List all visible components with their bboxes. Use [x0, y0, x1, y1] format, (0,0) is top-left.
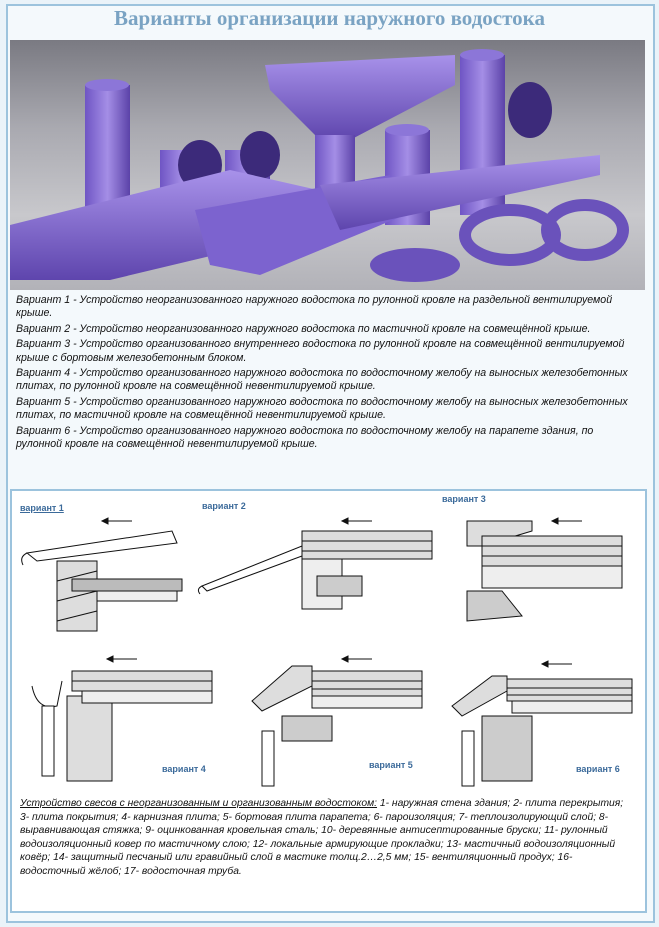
variant-2-drawing: [198, 518, 432, 609]
gutter-parts-illustration: [10, 40, 645, 290]
pipe-branch: [508, 82, 552, 138]
variant-descriptions: [16, 294, 638, 453]
variant-1-drawing: [22, 518, 182, 631]
variant-3-text: Вариант 3 - Устройство организованного внутреннего водостока по рулонной кровле на совмещённой вентилируемой крыше с бортовым железобетонным блоком.: [16, 338, 625, 364]
gutter-parts-photo: [10, 40, 645, 290]
variant-3-drawing: [467, 518, 622, 621]
variant-1-label: вариант 1: [20, 503, 64, 513]
variant-6-text: Вариант 6 - Устройство организованного наружного водостока по водосточному желобу на парапете здания, по рулонной кровле на совмещённой невентилируемой крыше.: [16, 424, 594, 451]
variant-4-text: Вариант 4 - Устройство организованного наружного водостока по водосточному желобу на выносных железобетонных плитах, по рулонной кровле на совмещённой невентилируемой крыше.: [16, 367, 628, 393]
variant-2-text: Вариант 2 - Устройство неорганизованного наружного водостока по мастичной кровле на совмещённой крыше.: [16, 322, 591, 335]
variant-5-text: Вариант 5 - Устройство организованного наружного водостока по водосточному желобу на выносных железобетонных плитах, по мастичной кровле на совмещённой невентилируемой крыше.: [16, 395, 628, 422]
legend-lead: Устройство свесов с неорганизованным и организованным водостоком:: [20, 798, 378, 809]
variant-6-label: вариант 6: [576, 764, 620, 774]
legend-text: 1- наружная стена здания; 2- плита перекрытия; 3- плита покрытия; 4- карнизная плита; 5- бортовая плита парапета; 6- пароизоляция; 7- теплоизолирующий слой; 8- выравнивающая стяжка; 9- оцинкованная кровельная сталь; 10- деревянные антисептированные бруски; 11- рулонный водоизоляционный ковер по мастичному слою; 12- локальные армирующие прокладки; 13- мастичный водоизоляционный ковёр; 14- защитный песчаный или гравийный слой в мастике толщ.2…2,5 мм; 15- вентиляционный продух; 16- водосточный жёлоб; 17- водосточная труба.: [20, 798, 624, 877]
eave-sections: [12, 491, 645, 791]
downpipe: [85, 85, 130, 210]
legend: [20, 797, 630, 879]
variant-5-drawing: [252, 656, 422, 786]
variant-2-label: вариант 2: [202, 501, 246, 511]
variant-1-text: Вариант 1 - Устройство неорганизованного наружного водостока по рулонной кровле на раздельной вентилируемой крыше.: [16, 294, 613, 320]
gutter-cap: [370, 248, 460, 282]
variant-3-label: вариант 3: [442, 494, 486, 504]
variant-4-label: вариант 4: [162, 764, 206, 774]
variant-6-drawing: [452, 661, 632, 786]
variant-5-label: вариант 5: [369, 760, 413, 770]
page-title: Варианты организации наружного водостока: [114, 6, 545, 30]
variant-4-drawing: [32, 656, 212, 781]
